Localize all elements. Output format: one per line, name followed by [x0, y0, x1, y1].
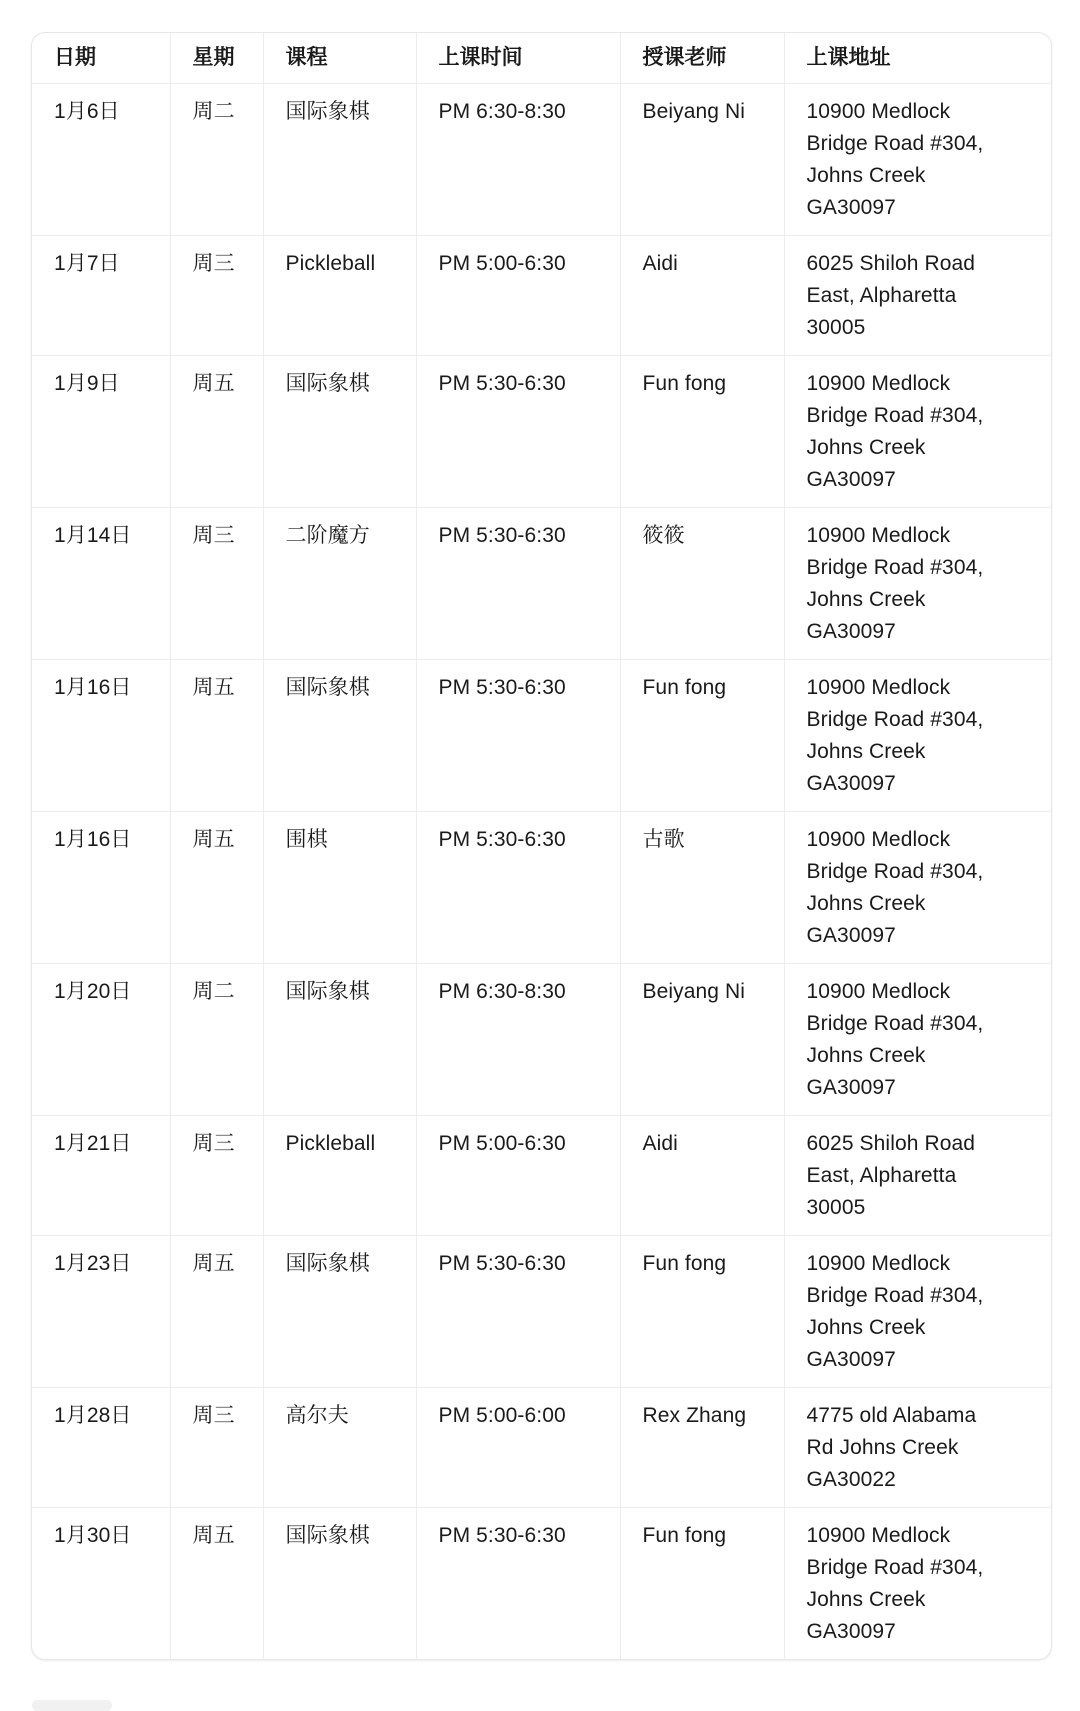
address-line: 10900 Medlock — [806, 980, 951, 1003]
header-row — [32, 33, 1051, 84]
cell-course: 国际象棋 — [263, 964, 416, 1116]
cell-time: PM 5:00-6:00 — [416, 1388, 620, 1508]
address-line: Bridge Road #304, — [806, 404, 984, 427]
cell-address — [784, 236, 1051, 356]
address-line: 10900 Medlock — [806, 1252, 951, 1275]
cell-date: 1月7日 — [32, 236, 170, 356]
cell-weekday: 周五 — [170, 356, 263, 508]
header-date: 日期 — [32, 33, 170, 84]
address-line: GA30097 — [806, 620, 896, 643]
cell-address — [784, 1236, 1051, 1388]
address-line: Johns Creek — [806, 588, 926, 611]
address-line: 30005 — [806, 1196, 866, 1219]
cell-weekday: 周三 — [170, 1388, 263, 1508]
address-line: 10900 Medlock — [806, 524, 951, 547]
schedule-table — [32, 33, 1051, 1659]
address-line: Bridge Road #304, — [806, 1012, 984, 1035]
table-row — [32, 812, 1051, 964]
cell-teacher: Aidi — [620, 1116, 784, 1236]
address-line: 10900 Medlock — [806, 828, 951, 851]
address-line: GA30097 — [806, 1620, 896, 1643]
address-line: Bridge Road #304, — [806, 860, 984, 883]
cell-address — [784, 356, 1051, 508]
cell-date: 1月16日 — [32, 812, 170, 964]
address-line: Johns Creek — [806, 740, 926, 763]
cell-weekday: 周三 — [170, 236, 263, 356]
address-line: 6025 Shiloh Road — [806, 252, 976, 275]
cell-date: 1月23日 — [32, 1236, 170, 1388]
address-line: GA30097 — [806, 468, 896, 491]
address-line: GA30097 — [806, 196, 896, 219]
cell-weekday: 周三 — [170, 1116, 263, 1236]
address-line: East, Alpharetta — [806, 284, 957, 307]
cell-address — [784, 1508, 1051, 1660]
cell-address — [784, 660, 1051, 812]
cell-date: 1月30日 — [32, 1508, 170, 1660]
address-line: Johns Creek — [806, 164, 926, 187]
cell-time: PM 5:00-6:30 — [416, 1116, 620, 1236]
cell-date: 1月6日 — [32, 84, 170, 236]
address-line: GA30097 — [806, 924, 896, 947]
cell-weekday: 周三 — [170, 508, 263, 660]
cell-date: 1月9日 — [32, 356, 170, 508]
cell-teacher: Beiyang Ni — [620, 964, 784, 1116]
header-teacher: 授课老师 — [620, 33, 784, 84]
cell-time: PM 6:30-8:30 — [416, 84, 620, 236]
cell-course: Pickleball — [263, 1116, 416, 1236]
header-weekday: 星期 — [170, 33, 263, 84]
cell-time: PM 6:30-8:30 — [416, 964, 620, 1116]
cell-weekday: 周二 — [170, 84, 263, 236]
cell-time: PM 5:00-6:30 — [416, 236, 620, 356]
address-line: 10900 Medlock — [806, 676, 951, 699]
cell-teacher: Fun fong — [620, 660, 784, 812]
address-line: Johns Creek — [806, 1588, 926, 1611]
cell-teacher: 古歌 — [620, 812, 784, 964]
address-line: Bridge Road #304, — [806, 708, 984, 731]
cell-teacher: Aidi — [620, 236, 784, 356]
cell-address — [784, 1388, 1051, 1508]
table-row — [32, 1116, 1051, 1236]
address-line: Johns Creek — [806, 436, 926, 459]
schedule-table-card — [31, 32, 1052, 1660]
address-line: GA30097 — [806, 1348, 896, 1371]
table-row — [32, 660, 1051, 812]
address-line: 6025 Shiloh Road — [806, 1132, 976, 1155]
table-row — [32, 236, 1051, 356]
address-line: 4775 old Alabama — [806, 1404, 977, 1427]
cell-date: 1月28日 — [32, 1388, 170, 1508]
address-line: GA30097 — [806, 1076, 896, 1099]
table-row — [32, 1236, 1051, 1388]
cell-date: 1月16日 — [32, 660, 170, 812]
cell-weekday: 周五 — [170, 1236, 263, 1388]
cell-weekday: 周五 — [170, 812, 263, 964]
address-line: GA30097 — [806, 772, 896, 795]
address-line: Rd Johns Creek — [806, 1436, 959, 1459]
table-row — [32, 356, 1051, 508]
address-line: 30005 — [806, 316, 866, 339]
header-time: 上课时间 — [416, 33, 620, 84]
cell-address — [784, 812, 1051, 964]
address-line: 10900 Medlock — [806, 100, 951, 123]
cell-date: 1月21日 — [32, 1116, 170, 1236]
address-line: Bridge Road #304, — [806, 1284, 984, 1307]
cell-date: 1月14日 — [32, 508, 170, 660]
cell-teacher: Beiyang Ni — [620, 84, 784, 236]
address-line: 10900 Medlock — [806, 1524, 951, 1547]
cell-time: PM 5:30-6:30 — [416, 1236, 620, 1388]
cell-address — [784, 1116, 1051, 1236]
cell-teacher: 筱筱 — [620, 508, 784, 660]
address-line: Johns Creek — [806, 1044, 926, 1067]
address-line: GA30022 — [806, 1468, 896, 1491]
address-line: Bridge Road #304, — [806, 1556, 984, 1579]
cell-teacher: Fun fong — [620, 1236, 784, 1388]
table-row — [32, 1508, 1051, 1660]
header-address: 上课地址 — [784, 33, 1051, 84]
cell-weekday: 周二 — [170, 964, 263, 1116]
header-course: 课程 — [263, 33, 416, 84]
cell-date: 1月20日 — [32, 964, 170, 1116]
cell-course: 围棋 — [263, 812, 416, 964]
address-line: Bridge Road #304, — [806, 132, 984, 155]
cell-address — [784, 508, 1051, 660]
address-line: East, Alpharetta — [806, 1164, 957, 1187]
cell-time: PM 5:30-6:30 — [416, 1508, 620, 1660]
cell-course: 国际象棋 — [263, 356, 416, 508]
address-line: Johns Creek — [806, 892, 926, 915]
cell-address — [784, 84, 1051, 236]
cell-course: 国际象棋 — [263, 660, 416, 812]
table-row — [32, 1388, 1051, 1508]
cell-time: PM 5:30-6:30 — [416, 812, 620, 964]
bottom-fragment — [32, 1700, 112, 1711]
table-row — [32, 508, 1051, 660]
cell-address — [784, 964, 1051, 1116]
cell-course: 国际象棋 — [263, 1236, 416, 1388]
address-line: 10900 Medlock — [806, 372, 951, 395]
cell-time: PM 5:30-6:30 — [416, 660, 620, 812]
address-line: Johns Creek — [806, 1316, 926, 1339]
cell-teacher: Fun fong — [620, 1508, 784, 1660]
cell-course: Pickleball — [263, 236, 416, 356]
table-row — [32, 964, 1051, 1116]
cell-teacher: Fun fong — [620, 356, 784, 508]
address-line: Bridge Road #304, — [806, 556, 984, 579]
cell-course: 国际象棋 — [263, 1508, 416, 1660]
cell-course: 二阶魔方 — [263, 508, 416, 660]
cell-course: 国际象棋 — [263, 84, 416, 236]
cell-time: PM 5:30-6:30 — [416, 508, 620, 660]
table-row — [32, 84, 1051, 236]
table-body — [32, 84, 1051, 1660]
cell-weekday: 周五 — [170, 660, 263, 812]
cell-course: 高尔夫 — [263, 1388, 416, 1508]
cell-weekday: 周五 — [170, 1508, 263, 1660]
cell-teacher: Rex Zhang — [620, 1388, 784, 1508]
cell-time: PM 5:30-6:30 — [416, 356, 620, 508]
